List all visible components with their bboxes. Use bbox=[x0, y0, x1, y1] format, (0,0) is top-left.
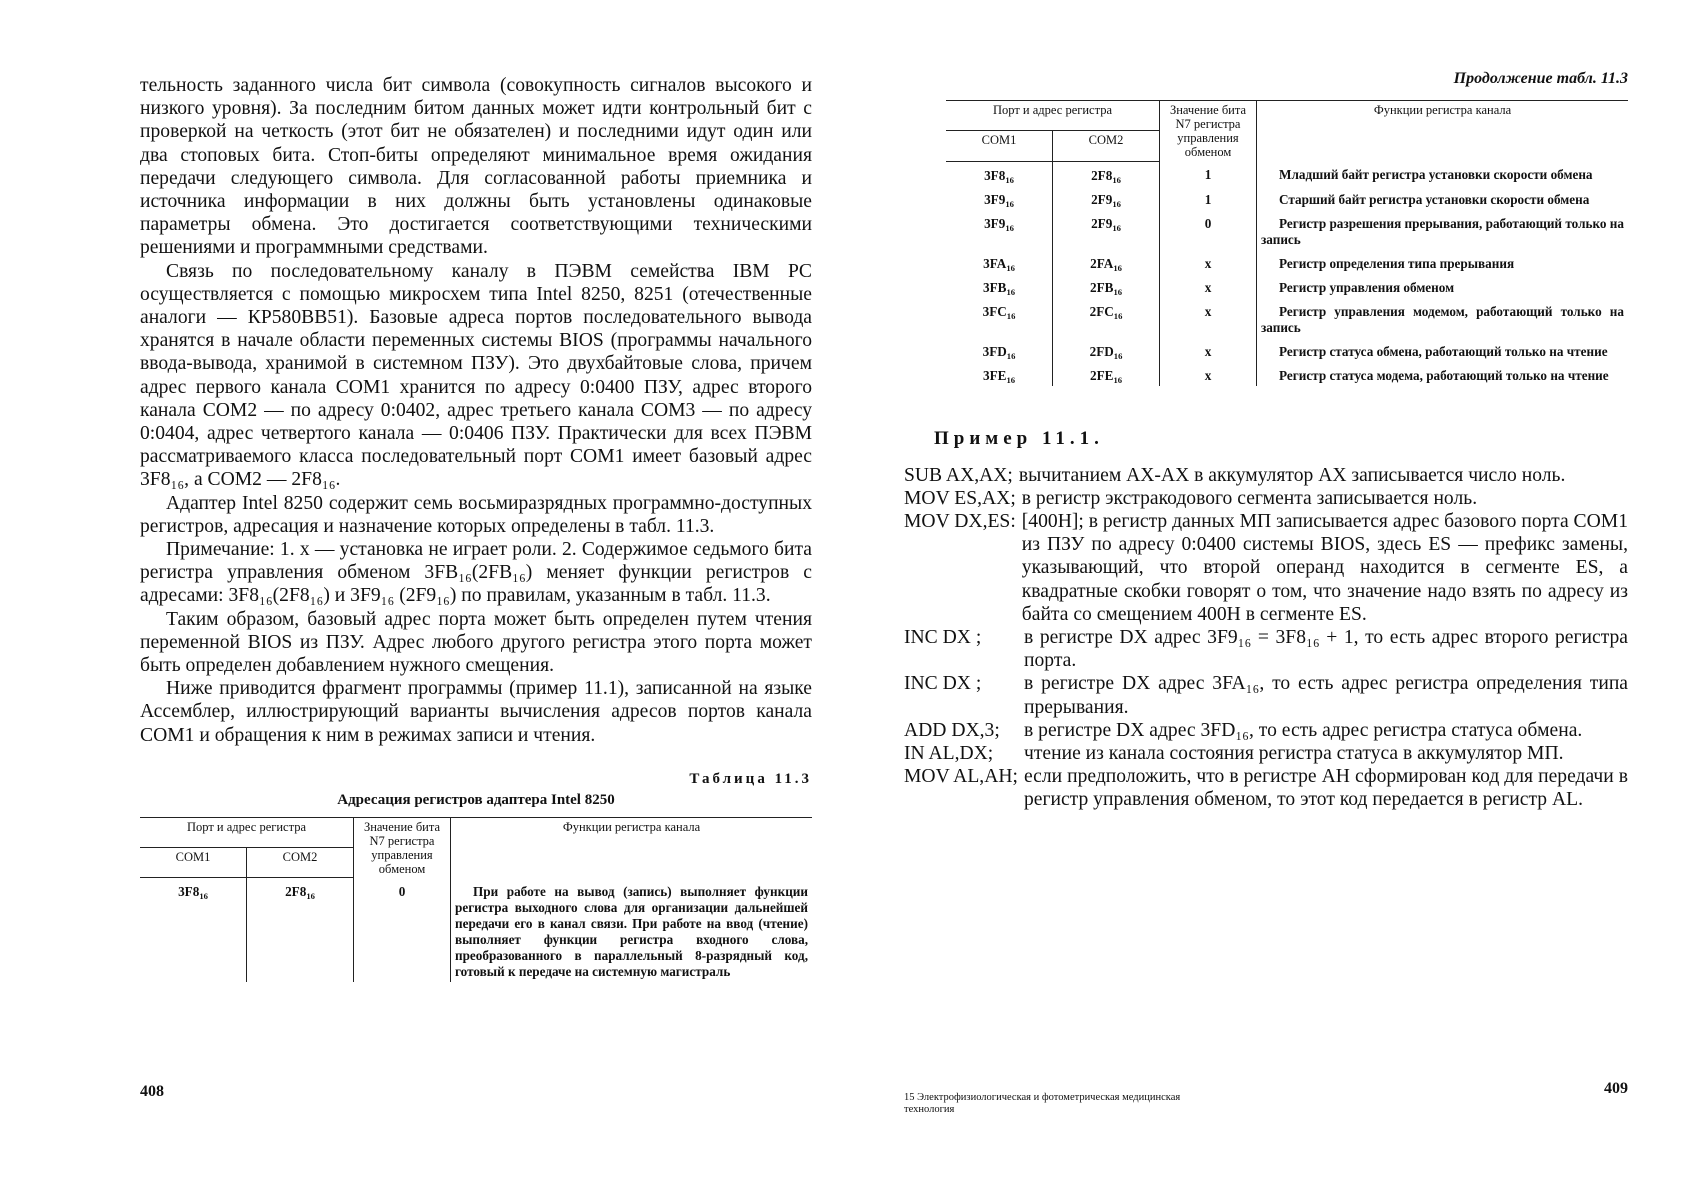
code-line bbox=[904, 672, 1628, 718]
paragraph: тельность заданного числа бит символа (совокупность сигналов высокого и низкого уровня). За последним битом данных может идти контрольный бит с проверкой на четкость (этот бит не обязателен) и последними идут один или два стоповых бита. Стоп-биты определяют минимальное время ожидания передачи следующего символа. Для согласованной работы приемника и источника информации в них должны быть установлены одинаковые параметры обмена. Это достигается соответствующими техническими решениями и программными средствами. bbox=[140, 75, 812, 259]
cell-com2: $2F8_{16}$ bbox=[1053, 161, 1160, 186]
cell-com1: $3FA_{16}$ bbox=[983, 255, 1015, 273]
cell-function: При работе на вывод (запись) выполняет функции регистра выходного слова для организации дальнейшей передачи его в канал связи. При работе на ввод (чтение) выполняет функции регистра входного слова, преобразованного в параллельный 8-разрядный код, готовый к передаче на системную магистраль bbox=[451, 878, 813, 982]
cell-bit: 0 bbox=[354, 878, 451, 982]
cell-function: Регистр статуса модема, работающий только на чтение bbox=[1257, 362, 1629, 386]
cell-com2: $2FD_{16}$ bbox=[1053, 338, 1160, 362]
header-com1: COM1 bbox=[140, 848, 247, 878]
code-comment: [400H]; в регистр данных МП записывается адрес базового порта COM1 из ПЗУ по адресу 0:0400 системы BIOS, здесь ES — префикс замены, указывающий, что второй операнд находится в сегменте ES, а квадратные скобки говорят о том, что значение надо взять по адресу из байта со смещением 400H в сегменте ES. bbox=[1021, 510, 1628, 625]
table-row bbox=[946, 338, 1628, 362]
page-number: 408 bbox=[140, 1083, 164, 1100]
cell-com2: $2F8_{16}$ bbox=[247, 878, 354, 982]
table-row bbox=[946, 274, 1628, 298]
code-comment: в регистре DX адрес 3FD₁₆, то есть адрес регистра статуса обмена. bbox=[1024, 719, 1583, 741]
cell-bit: x bbox=[1160, 298, 1257, 338]
cell-com2: $2F9_{16}$ bbox=[1053, 210, 1160, 250]
cell-com2: $2FE_{16}$ bbox=[1053, 362, 1160, 386]
code-line bbox=[904, 464, 1628, 487]
code-listing bbox=[904, 464, 1628, 812]
cell-com1: $3FC_{16}$ bbox=[982, 303, 1016, 321]
cell-com1: $3FD_{16}$ bbox=[982, 343, 1016, 361]
cell-com1: $3FE_{16}$ bbox=[982, 367, 1016, 385]
cell-bit: x bbox=[1160, 338, 1257, 362]
paragraph: Адаптер Intel 8250 содержит семь восьмиразрядных программно-доступных регистров, адресация и назначение которых определены в табл. 11.3. bbox=[140, 492, 812, 537]
cell-com1: $3F9_{16}$ bbox=[984, 215, 1014, 233]
cell-function: Регистр разрешения прерывания, работающий только на запись bbox=[1257, 210, 1629, 250]
cell-function: Регистр управления обменом bbox=[1257, 274, 1629, 298]
cell-bit: 1 bbox=[1160, 186, 1257, 210]
code-instruction: INC DX ; bbox=[904, 673, 982, 695]
register-table-continued bbox=[946, 100, 1628, 386]
table-row bbox=[946, 362, 1628, 386]
header-bit: Значение бита N7 регистра управления обменом bbox=[354, 817, 451, 878]
header-port: Порт и адрес регистра bbox=[946, 101, 1160, 131]
code-instruction: INC DX ; bbox=[904, 626, 982, 648]
table-row bbox=[946, 210, 1628, 250]
cell-com2: $2FC_{16}$ bbox=[1053, 298, 1160, 338]
header-bit: Значение бита N7 регистра управления обменом bbox=[1160, 101, 1257, 162]
table-row bbox=[946, 161, 1628, 186]
cell-function: Регистр управления модемом, работающий только на запись bbox=[1257, 298, 1629, 338]
cell-com1: $3F8_{16}$ bbox=[178, 884, 208, 902]
right-page bbox=[842, 0, 1683, 1191]
footer-note: 15 Электрофизиологическая и фотометрическая медицинская технология bbox=[904, 1092, 1181, 1115]
code-instruction: SUB AX,AX; bbox=[904, 464, 1013, 486]
code-instruction: MOV ES,AX; bbox=[904, 487, 1016, 509]
code-instruction: ADD DX,3; bbox=[904, 719, 1000, 741]
code-comment: если предположить, что в регистре AH сформирован код для передачи в регистр управления обменом, то этот код передается в регистр AL. bbox=[1023, 766, 1628, 811]
table-row bbox=[140, 878, 812, 982]
code-line bbox=[904, 626, 1628, 672]
paragraph: Ниже приводится фрагмент программы (пример 11.1), записанной на языке Ассемблер, иллюстрирующий варианты вычисления адресов портов канала COM1 и обращения к ним в режимах записи и чтения. bbox=[140, 678, 812, 746]
cell-function: Регистр определения типа прерывания bbox=[1257, 250, 1629, 274]
cell-com1: $3F8_{16}$ bbox=[984, 167, 1014, 185]
table-row bbox=[946, 250, 1628, 274]
cell-bit: x bbox=[1160, 362, 1257, 386]
code-line bbox=[904, 765, 1628, 811]
header-port: Порт и адрес регистра bbox=[140, 817, 354, 847]
cell-com2: $2FA_{16}$ bbox=[1053, 250, 1160, 274]
code-comment: в регистре DX адрес 3FA₁₆, то есть адрес регистра определения типа прерывания. bbox=[1024, 673, 1628, 718]
paragraph: Таким образом, базовый адрес порта может быть определен путем чтения переменной BIOS из ПЗУ. Адрес любого другого регистра этого порта может быть определен добавлением нужного смещения. bbox=[140, 608, 812, 677]
code-comment: чтение из канала состояния регистра статуса в аккумулятор МП. bbox=[1024, 742, 1564, 764]
header-com2: COM2 bbox=[247, 848, 354, 878]
cell-bit: x bbox=[1160, 274, 1257, 298]
cell-com1: $3F9_{16}$ bbox=[984, 191, 1014, 209]
cell-function: Старший байт регистра установки скорости обмена bbox=[1257, 186, 1629, 210]
paragraph: Связь по последовательному каналу в ПЭВМ семейства IBM PC осуществляется с помощью микросхем типа Intel 8250, 8251 (отечественные аналоги — КР580ВВ51). Базовые адреса портов последовательного вывода хранятся в начале области переменных системы BIOS (программы начального ввода-вывода, хранимой в системном ПЗУ). Это двухбайтовые слова, причем адрес первого канала COM1 хранится по адресу 0:0400 ПЗУ, адрес второго канала COM2 — по адресу 0:0402, адрес третьего канала COM3 — по адресу 0:0404, адрес четвертого канала — 0:0406 ПЗУ. Практически для всех ПЭВМ рассматриваемого класса последовательный порт COM1 имеет базовый адрес 3F8₁₆, а COM2 — 2F8₁₆. bbox=[140, 260, 812, 491]
code-instruction: MOV DX,ES: bbox=[904, 510, 1016, 532]
table-row bbox=[946, 298, 1628, 338]
paragraph: Примечание: 1. x — установка не играет роли. 2. Содержимое седьмого бита регистра управления обменом 3FB₁₆(2FB₁₆) меняет функции регистров с адресами: 3F8₁₆(2F8₁₆) и 3F9₁₆ (2F9₁₆) по правилам, указанным в табл. 11.3. bbox=[140, 539, 812, 607]
code-instruction: IN AL,DX; bbox=[904, 742, 994, 764]
code-comment: вычитанием AX-AX в аккумулятор AX записывается число ноль. bbox=[1018, 464, 1566, 486]
cell-bit: 0 bbox=[1160, 210, 1257, 250]
code-line bbox=[904, 719, 1628, 742]
code-line bbox=[904, 510, 1628, 626]
cell-bit: x bbox=[1160, 250, 1257, 274]
code-comment: в регистре DX адрес 3F9₁₆ = 3F8₁₆ + 1, то есть адрес второго регистра порта. bbox=[1024, 626, 1628, 672]
continuation-label: Продолжение табл. 11.3 bbox=[1453, 70, 1628, 87]
cell-com2: $2FB_{16}$ bbox=[1053, 274, 1160, 298]
cell-function: Регистр статуса обмена, работающий только на чтение bbox=[1257, 338, 1629, 362]
cell-bit: 1 bbox=[1160, 161, 1257, 186]
cell-function: Младший байт регистра установки скорости обмена bbox=[1257, 161, 1629, 186]
code-instruction: MOV AL,AH; bbox=[904, 766, 1018, 788]
page-number: 409 bbox=[1604, 1080, 1628, 1097]
header-func: Функции регистра канала bbox=[1257, 101, 1629, 162]
cell-com1: $3FB_{16}$ bbox=[982, 279, 1016, 297]
register-table bbox=[140, 817, 812, 982]
code-line bbox=[904, 742, 1628, 765]
table-label: Таблица 11.3 bbox=[689, 770, 812, 787]
example-title: Пример 11.1. bbox=[934, 427, 1104, 449]
table-row bbox=[946, 186, 1628, 210]
cell-com2: $2F9_{16}$ bbox=[1053, 186, 1160, 210]
header-com1: COM1 bbox=[946, 131, 1053, 161]
code-line bbox=[904, 487, 1628, 510]
table-title: Адресация регистров адаптера Intel 8250 bbox=[337, 791, 615, 808]
code-comment: в регистр экстракодового сегмента записывается ноль. bbox=[1021, 487, 1478, 509]
header-func: Функции регистра канала bbox=[451, 817, 813, 878]
header-com2: COM2 bbox=[1053, 131, 1160, 161]
